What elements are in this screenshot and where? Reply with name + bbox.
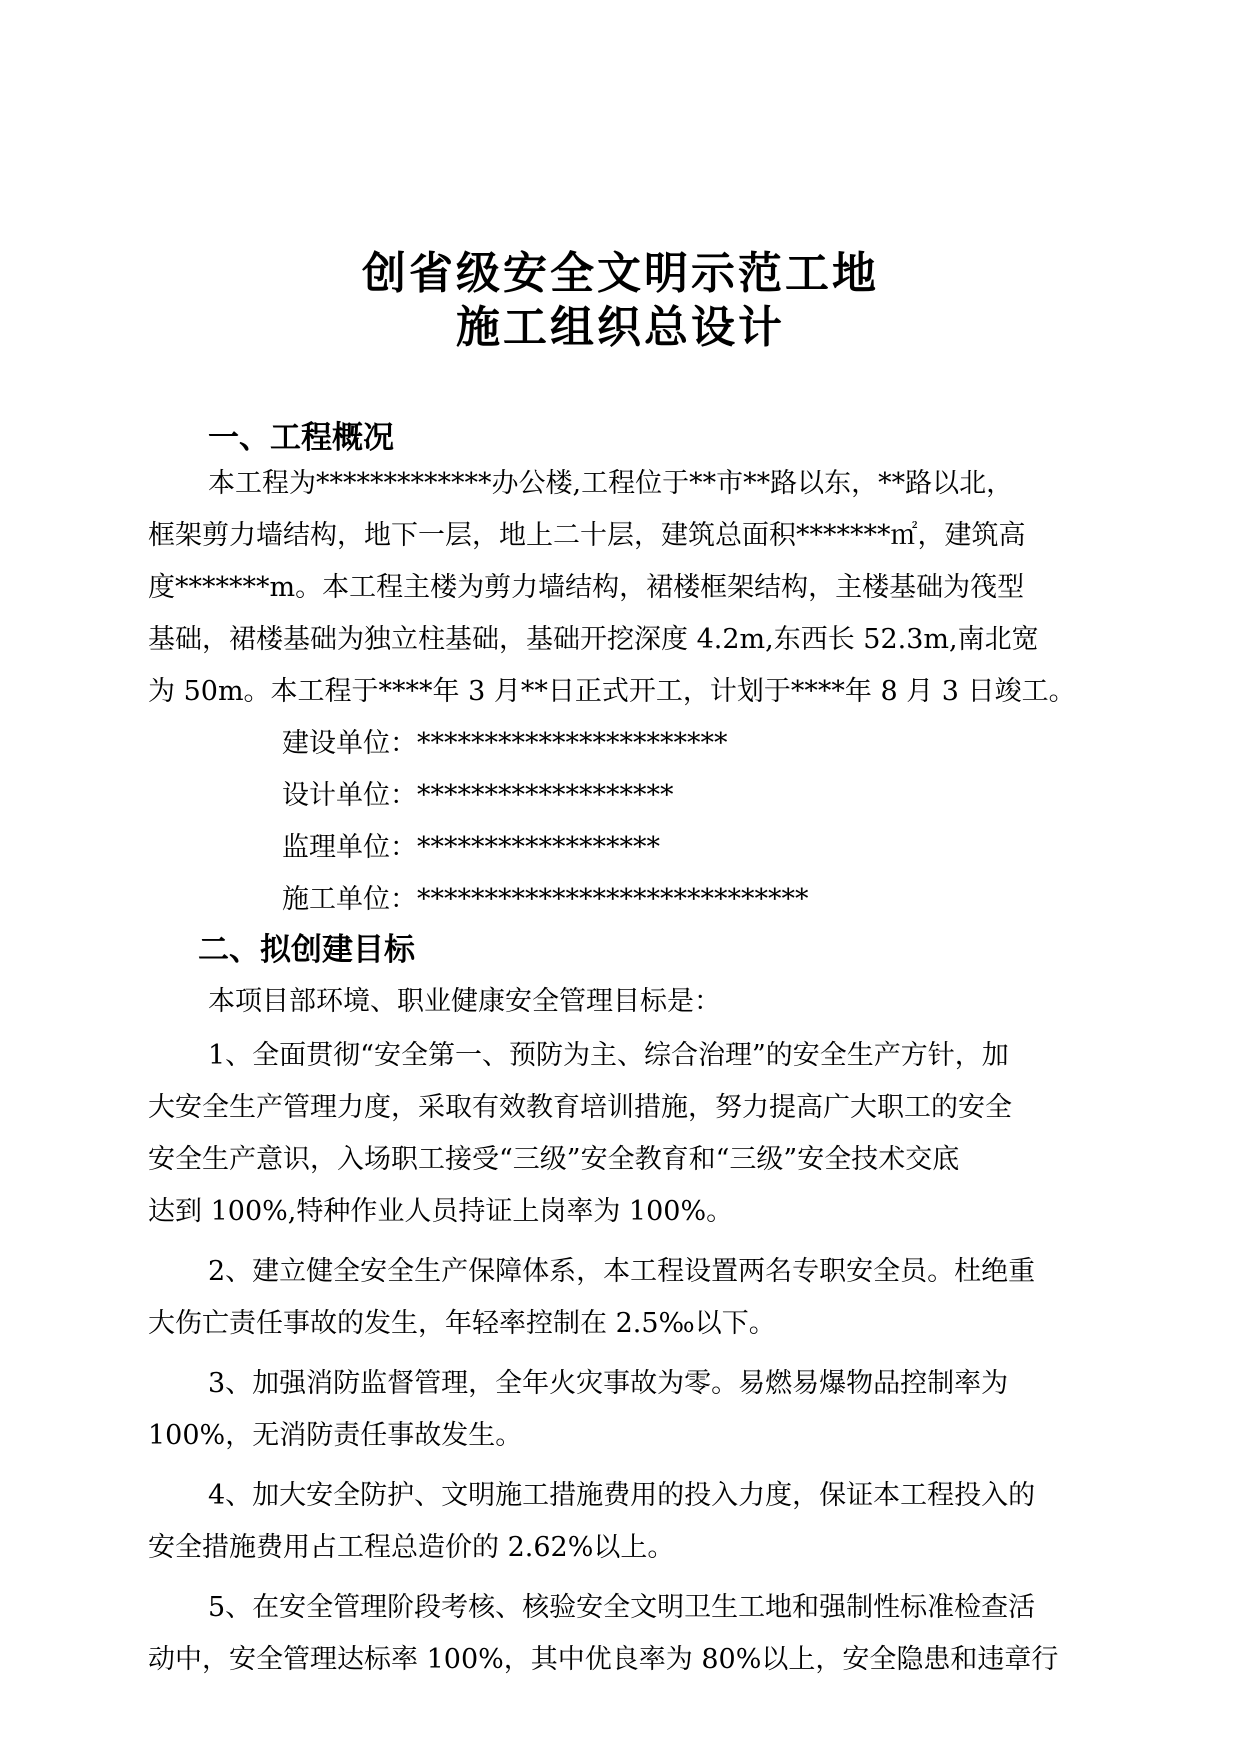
paragraph-line: 为 50m。本工程于****年 3 月**日正式开工，计划于****年 8 月 3 日竣工。 [148, 676, 1076, 707]
paragraph-line: 度*******m。本工程主楼为剪力墙结构，裙楼框架结构，主楼基础为筏型 [148, 572, 1025, 603]
goal-item-line: 安全措施费用占工程总造价的 2.62%以上。 [148, 1532, 675, 1563]
paragraph-line: 本工程为*************办公楼,工程位于**市**路以东，**路以北， [208, 468, 1014, 499]
paragraph-line: 基础，裙楼基础为独立柱基础，基础开挖深度 4.2m,东西长 52.3m,南北宽 [148, 624, 1039, 655]
section-heading-goals: 二、拟创建目标 [198, 932, 415, 968]
section-heading-overview: 一、工程概况 [208, 420, 394, 456]
goals-intro: 本项目部环境、职业健康安全管理目标是： [208, 986, 721, 1017]
construction-unit-line: 建设单位：*********************** [282, 728, 728, 759]
goal-item-line: 1、全面贯彻“安全第一、预防为主、综合治理”的安全生产方针，加 [208, 1040, 1009, 1071]
paragraph-line: 框架剪力墙结构，地下一层，地上二十层，建筑总面积*******㎡，建筑高 [148, 520, 1026, 551]
contractor-unit-line: 施工单位：***************************** [282, 884, 809, 915]
goal-item-line: 达到 100%,特种作业人员持证上岗率为 100%。 [148, 1196, 734, 1227]
goal-item-line: 4、加大安全防护、文明施工措施费用的投入力度，保证本工程投入的 [208, 1480, 1036, 1511]
document-title-line-1: 创省级安全文明示范工地 [362, 248, 879, 299]
document-title-line-2: 施工组织总设计 [456, 302, 785, 353]
goal-item-line: 2、建立健全安全生产保障体系，本工程设置两名专职安全员。杜绝重 [208, 1256, 1036, 1287]
goal-item-line: 动中，安全管理达标率 100%，其中优良率为 80%以上，安全隐患和违章行 [148, 1644, 1059, 1675]
goal-item-line: 大伤亡责任事故的发生，年轻率控制在 2.5‰以下。 [148, 1308, 776, 1339]
goal-item-line: 3、加强消防监督管理，全年火灾事故为零。易燃易爆物品控制率为 [208, 1368, 1009, 1399]
supervision-unit-line: 监理单位：****************** [282, 832, 660, 863]
goal-item-line: 5、在安全管理阶段考核、核验安全文明卫生工地和强制性标准检查活 [208, 1592, 1036, 1623]
design-unit-line: 设计单位：******************* [282, 780, 674, 811]
goal-item-line: 安全生产意识，入场职工接受“三级”安全教育和“三级”安全技术交底 [148, 1144, 960, 1175]
goal-item-line: 100%，无消防责任事故发生。 [148, 1420, 523, 1451]
goal-item-line: 大安全生产管理力度，采取有效教育培训措施，努力提高广大职工的安全 [148, 1092, 1012, 1123]
